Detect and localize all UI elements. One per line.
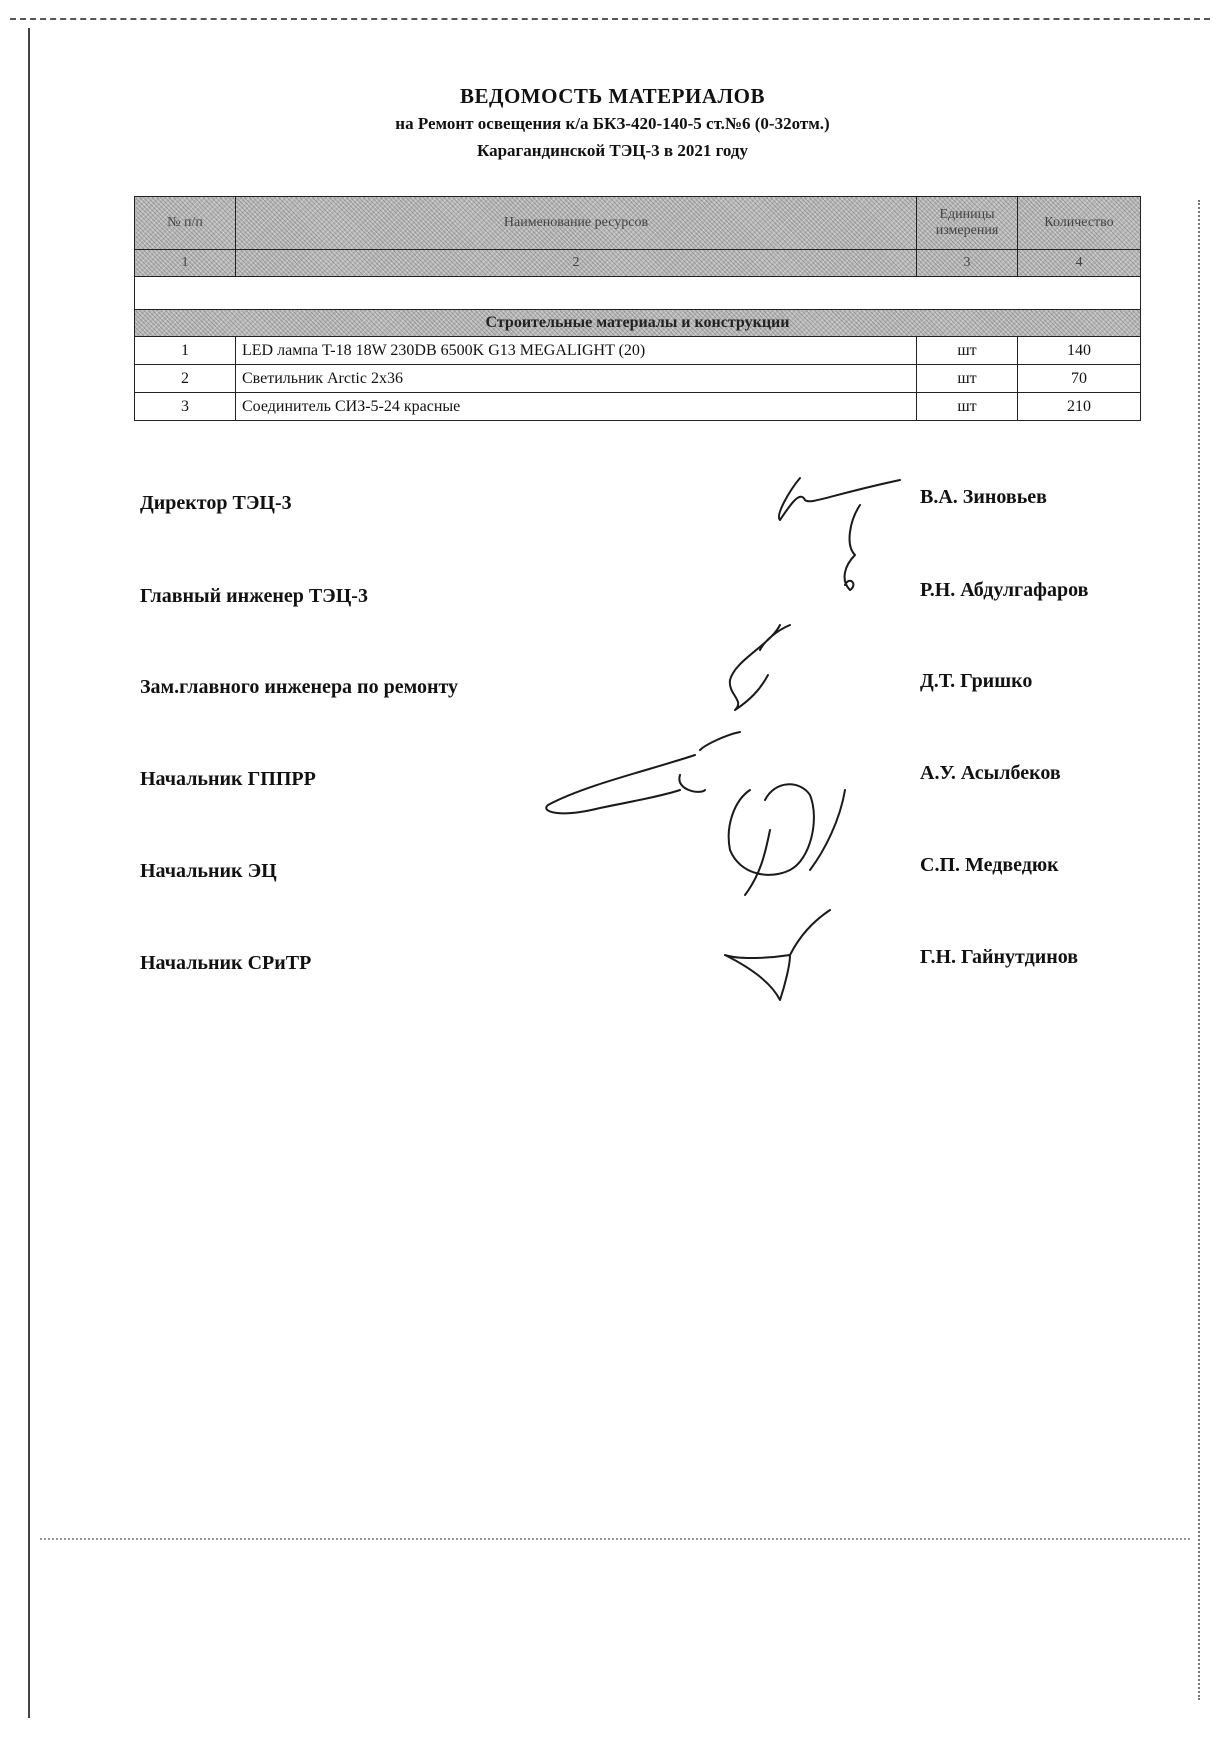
column-number: 1 <box>135 250 236 277</box>
row-qty: 210 <box>1018 393 1141 421</box>
signatory-name: А.У. Асылбеков <box>920 762 1061 784</box>
signatory-position: Главный инженер ТЭЦ-3 <box>140 585 368 607</box>
signatory-name: С.П. Медведюк <box>920 854 1059 876</box>
signatory-director <box>0 486 1225 532</box>
signatory-position: Начальник СРиТР <box>140 952 312 974</box>
signatory-head-gpprr <box>0 762 1225 808</box>
column-number: 2 <box>236 250 917 277</box>
document-subtitle-line2: Карагандинской ТЭЦ-3 в 2021 году <box>476 141 748 160</box>
signatory-position: Директор ТЭЦ-3 <box>140 492 292 514</box>
signatory-chief-engineer <box>0 579 1225 625</box>
row-name: Светильник Arctic 2x36 <box>236 365 917 393</box>
signatory-position: Зам.главного инженера по ремонту <box>140 676 459 698</box>
table-row <box>135 365 1141 393</box>
row-num: 3 <box>135 393 236 421</box>
table-row <box>135 393 1141 421</box>
scan-border-top <box>10 18 1210 20</box>
signatory-name: Г.Н. Гайнутдинов <box>920 946 1079 968</box>
header-num: № п/п <box>135 197 236 250</box>
row-num: 2 <box>135 365 236 393</box>
signatory-head-srtr <box>0 946 1225 992</box>
signatory-position: Начальник ЭЦ <box>140 860 277 882</box>
row-unit: шт <box>917 393 1018 421</box>
signatory-name: Р.Н. Абдулгафаров <box>920 579 1089 601</box>
table-row <box>135 337 1141 365</box>
signatory-deputy-chief-engineer <box>0 670 1225 716</box>
row-num: 1 <box>135 337 236 365</box>
signatory-name: В.А. Зиновьев <box>920 486 1047 508</box>
scan-noise-dots <box>40 1538 1190 1540</box>
blank-cell <box>135 277 1141 310</box>
document-title: ВЕДОМОСТЬ МАТЕРИАЛОВ <box>460 84 765 108</box>
row-qty: 140 <box>1018 337 1141 365</box>
document-subtitle-line1: на Ремонт освещения к/а БКЗ-420-140-5 ст.№6 (0-32отм.) <box>395 114 830 133</box>
header-qty: Количество <box>1018 197 1141 250</box>
column-number: 3 <box>917 250 1018 277</box>
table-header-row <box>135 197 1141 250</box>
row-name: LED лампа T-18 18W 230DB 6500K G13 MEGALIGHT (20) <box>236 337 917 365</box>
column-number: 4 <box>1018 250 1141 277</box>
signatory-position: Начальник ГППРР <box>140 768 316 790</box>
row-qty: 70 <box>1018 365 1141 393</box>
section-title: Строительные материалы и конструкции <box>135 310 1141 337</box>
signatory-name: Д.Т. Гришко <box>920 670 1033 692</box>
document-header <box>0 82 1225 164</box>
column-number-row <box>135 250 1141 277</box>
header-name: Наименование ресурсов <box>236 197 917 250</box>
row-unit: шт <box>917 365 1018 393</box>
scan-border-right <box>1198 200 1200 1700</box>
header-unit: Единицы измерения <box>917 197 1018 250</box>
signatory-head-ec <box>0 854 1225 900</box>
blank-row <box>135 277 1141 310</box>
row-name: Соединитель СИЗ-5-24 красные <box>236 393 917 421</box>
materials-table <box>134 196 1141 421</box>
section-row <box>135 310 1141 337</box>
row-unit: шт <box>917 337 1018 365</box>
